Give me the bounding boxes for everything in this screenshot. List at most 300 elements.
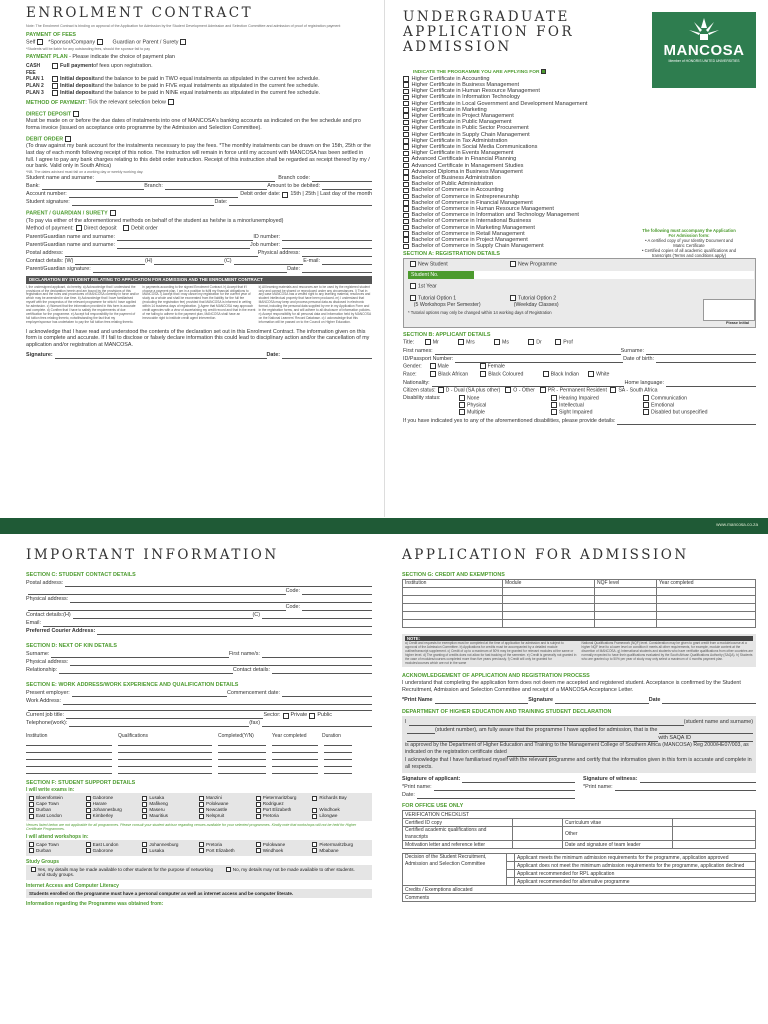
venue-option[interactable] [199,848,252,854]
credit-cell[interactable] [503,588,595,596]
qualification-input[interactable] [324,740,352,746]
race-indian-checkbox[interactable] [543,371,549,377]
decision-row: Applicant recommended for alternative programme [403,878,756,886]
qualification-input[interactable] [26,747,112,753]
venue-label: Harare [92,801,107,806]
venue-checkbox[interactable] [199,808,204,813]
credit-cell[interactable] [403,620,503,628]
disability-details-input[interactable] [617,419,756,425]
ack-heading: ACKNOWLEDGEMENT OF APPLICATION AND REGISTRATION PROCESS [402,673,590,680]
debit-text: (To draw against my bank account for the instalments necessary to pay the fees. *The monthly instalments can be drawn on the 15th, 25th or the last day of each month following receipt of this notice. The instruction will remain in force until my account with MANCOSA has been settled in full. I agree to pay any bank charges relating to this debit order instruction. Receipt of this instruction shall be regarded as receipt thereof by my / our bank. Valid only in South Africa) [26,143,371,170]
venue-option[interactable] [142,813,195,819]
first-names-input[interactable] [435,349,621,355]
qualification-input[interactable] [324,768,352,774]
programme-checkbox[interactable] [403,120,409,126]
qualification-input[interactable] [218,740,266,746]
programme-label: Bachelor of Commerce in Entrepreneurship [411,193,520,200]
programme-label: Bachelor of Commerce in Human Resource Management [411,206,554,213]
credit-cell[interactable] [657,596,756,604]
tutorial-1: Tutorial Option 1 (5 Workshops Per Semester) [408,295,481,307]
programme-checkbox[interactable] [403,231,409,237]
credit-cell[interactable] [657,612,756,620]
tutorial-1-checkbox[interactable] [410,295,416,301]
dob-input[interactable] [656,357,756,363]
qualification-input[interactable] [118,740,212,746]
venue-label: Manzini [206,795,222,800]
check-cell[interactable] [513,841,563,849]
tel-input[interactable] [69,721,249,727]
field-row: First names: Surname: [403,347,756,355]
programme-checkbox[interactable] [403,188,409,194]
private-checkbox[interactable] [283,713,289,719]
qualification-input[interactable] [272,747,318,753]
programme-checkbox[interactable] [403,138,409,144]
programme-checkbox[interactable] [403,169,409,175]
venue-label: Windhoek [262,847,284,853]
credit-cell[interactable] [503,620,595,628]
credits-row: Credits / Exemptions allocated [403,886,756,894]
home-language-input[interactable] [666,381,756,387]
parent-signature-input[interactable] [93,267,287,273]
check-cell[interactable] [673,841,756,849]
check-cell[interactable] [673,819,756,827]
enrolment-date-input[interactable] [282,353,372,359]
qualification-input[interactable] [272,754,318,760]
venue-option[interactable] [86,813,139,819]
plan-checkbox[interactable] [52,83,58,89]
credit-cell[interactable] [657,604,756,612]
courier-input[interactable] [97,629,372,635]
physical-input[interactable] [70,597,372,603]
venue-checkbox[interactable] [142,842,147,847]
programme-checkbox[interactable] [403,200,409,206]
title-mrs-checkbox[interactable] [458,339,464,345]
credit-cell[interactable] [403,588,503,596]
decision-check[interactable] [507,854,515,862]
venue-checkbox[interactable] [86,802,91,807]
venue-label: Newcastle [206,807,228,812]
decision-check[interactable] [507,878,515,886]
parent-direct-checkbox[interactable] [76,225,82,231]
registration-box [403,258,756,328]
venue-label: Johannesburg [149,841,179,847]
disab-physical-checkbox[interactable] [459,402,465,408]
programme-checkbox[interactable] [403,126,409,132]
plan-row: CASH FEE Full payment of fees upon registration. [26,62,153,76]
venue-checkbox[interactable] [86,842,91,847]
field-row: Surname: First name/s: [26,650,372,658]
venue-label: Durban [36,807,52,812]
applicant-signature-input[interactable] [462,777,575,783]
venue-checkbox[interactable] [256,796,261,801]
programme-checkbox[interactable] [403,95,409,101]
disab-communication-checkbox[interactable] [643,395,649,401]
qualification-input[interactable] [118,761,212,767]
debit-date-checkbox[interactable] [282,192,288,198]
race-white-checkbox[interactable] [588,371,594,377]
qualification-input[interactable] [118,747,212,753]
contact-c-input[interactable] [262,613,372,619]
programme-checkbox[interactable] [403,175,409,181]
direct-deposit-heading: DIRECT DEPOSIT [26,111,372,118]
dhet-number-input[interactable] [407,728,435,734]
credit-cell[interactable] [503,604,595,612]
venue-label: Kimberley [92,813,114,818]
credit-header-row [403,580,756,588]
field-row: Telephone(work): (fax) [26,719,372,727]
qualification-input[interactable] [218,768,266,774]
kin-surname-input[interactable] [51,652,228,658]
programme-checkbox[interactable] [403,237,409,243]
qualification-input[interactable] [272,761,318,767]
surname-input[interactable] [646,349,756,355]
venue-checkbox[interactable] [29,814,34,819]
venue-option[interactable] [29,848,82,854]
postal-code-input[interactable] [302,589,372,595]
kin-first-names-input[interactable] [262,652,372,658]
qualification-input[interactable] [118,768,212,774]
student-no-input[interactable] [474,271,754,279]
check-cell[interactable] [513,827,563,841]
programme-checkbox[interactable] [403,219,409,225]
programme-label: Bachelor of Public Administration [411,181,494,188]
venue-checkbox[interactable] [142,808,147,813]
ack-text: I understand that completing the application form does not deem me accepted and registered student. Acceptance is confirmed by the Student Recruitment, Admission and Selection Committee and receipt of a MANCOSA Acceptance Letter. [402,680,741,694]
applicant-details [403,339,756,424]
programme-checkbox[interactable] [403,244,409,250]
internet-text: Students enrolled on the programme must have a personal computer as well as internet access and be computer literate. [26,889,372,898]
programme-checkbox[interactable] [403,144,409,150]
postal-input[interactable] [65,581,372,587]
title-mr-checkbox[interactable] [425,339,431,345]
credit-cell[interactable] [657,588,756,596]
venue-checkbox[interactable] [256,848,261,853]
qualification-input[interactable] [324,754,352,760]
workshop-venue-grid [26,840,372,856]
venue-checkbox[interactable] [29,802,34,807]
venue-checkbox[interactable] [142,814,147,819]
applicant-date-input[interactable] [417,793,575,799]
qualification-input[interactable] [118,754,212,760]
citizen-d-checkbox[interactable] [438,387,444,393]
qualification-input[interactable] [26,740,112,746]
student-date-input[interactable] [229,200,372,206]
qualification-input[interactable] [324,761,352,767]
ack-signature-input[interactable] [555,698,649,704]
programme-checkbox[interactable] [403,76,409,82]
programme-checkbox[interactable] [403,101,409,107]
kin-physical-input[interactable] [70,660,372,666]
sponsor-checkbox[interactable] [97,39,103,45]
plan-checkbox[interactable] [52,76,58,82]
disab-none-checkbox[interactable] [459,395,465,401]
venue-checkbox[interactable] [142,848,147,853]
groups-yes-checkbox[interactable] [31,867,36,872]
ack-print-name-input[interactable] [435,698,529,704]
venue-option[interactable] [256,848,309,854]
parent-date-input[interactable] [302,267,372,273]
kin-fields [26,650,372,674]
credit-cell[interactable] [403,596,503,604]
credit-cell[interactable] [503,612,595,620]
qualification-input[interactable] [218,747,266,753]
employer-input[interactable] [72,691,227,697]
decision-check[interactable] [507,862,515,870]
venue-label: Port Elizabeth [206,847,235,853]
contact-h-input[interactable] [73,613,253,619]
venue-checkbox[interactable] [312,814,317,819]
venue-checkbox[interactable] [199,848,204,853]
programme-label: Higher Certificate in Business Management [411,81,520,88]
venue-checkbox[interactable] [29,848,34,853]
commencement-input[interactable] [282,691,372,697]
venue-checkbox[interactable] [29,842,34,847]
checklist-table [402,810,756,849]
ack-date-input[interactable] [662,698,756,704]
first-year-checkbox[interactable] [410,283,416,289]
programme-checkbox[interactable] [403,151,409,157]
witness-print-input[interactable] [615,785,756,791]
programme-label: Bachelor of Commerce in Accounting [411,187,504,194]
venue-option[interactable] [312,848,365,854]
programme-checkbox[interactable] [403,132,409,138]
direct-deposit-checkbox[interactable] [73,111,79,117]
decision-check[interactable] [507,870,515,878]
venue-label: Pretoria [262,813,279,818]
programme-checkbox[interactable] [403,113,409,119]
venue-checkbox[interactable] [86,848,91,853]
programme-checkbox[interactable] [403,194,409,200]
title-ms-checkbox[interactable] [494,339,500,345]
venue-checkbox[interactable] [86,814,91,819]
parent-debit-checkbox[interactable] [123,225,129,231]
credit-cell[interactable] [595,604,657,612]
decision-row: Decision of the Student Recruitment, Admission and Selection Committee Applicant meets the minimum admission requirements for the programme, application approved [403,854,756,862]
field-row: Current job title: Sector: Private Public [26,712,332,718]
credit-cell[interactable] [595,596,657,604]
debit-note: *NB. The dates advised must fall on a working day or weekly working day. [26,169,144,174]
dhet-line: with SAQA ID [405,734,753,742]
credit-cell[interactable] [595,588,657,596]
venue-checkbox[interactable] [29,796,34,801]
fax-input[interactable] [262,721,372,727]
venue-checkbox[interactable] [256,842,261,847]
qualification-input[interactable] [218,761,266,767]
citizen-sa-checkbox[interactable] [610,387,616,393]
venue-checkbox[interactable] [199,842,204,847]
job-title-input[interactable] [66,713,263,719]
disab-unspecified-checkbox[interactable] [643,409,649,415]
venue-label: Lusaka [149,795,165,800]
check-cell[interactable] [513,819,563,827]
initial-box[interactable] [703,299,755,321]
qualification-input[interactable] [26,754,112,760]
venue-label: Durban [36,847,52,853]
credit-cell[interactable] [403,612,503,620]
credit-cell[interactable] [595,612,657,620]
parent-h-input[interactable] [154,259,224,265]
parent-name-input[interactable] [117,235,253,241]
parent-email-input[interactable] [322,259,372,265]
venue-checkbox[interactable] [312,808,317,813]
new-programme-checkbox[interactable] [510,261,516,267]
programme-checkbox[interactable] [403,163,409,169]
programme-label: Higher Certificate in Information Technology [411,94,520,101]
guardian-checkbox[interactable] [180,39,186,45]
dhet-date-input[interactable] [507,751,557,757]
parent-name2-input[interactable] [117,243,250,249]
programme-checkbox[interactable] [403,206,409,212]
tutorial-2-checkbox[interactable] [510,295,516,301]
sig-row: Date: [402,791,575,799]
parent-id-input[interactable] [282,235,372,241]
venue-checkbox[interactable] [142,802,147,807]
note-right: National Qualifications Framework (NQF) level. Consideration may be given to grant credit from a module/course at a higher NQF level to a lower level on condition it meets all other requirements, for example, module content at the discretion of MANCOSA. g) International students and students who have verifiable qualifications from other countries are normally expected to have their qualifications evaluated by the South African Qualifications Authority (SAQA). h) Students who are granted up to 50% per year of study may only select a maximum of 4 months payment plan. [581,641,754,661]
credit-cell[interactable] [403,604,503,612]
citizen-o-checkbox[interactable] [505,387,511,393]
nationality-input[interactable] [432,381,625,387]
venue-option[interactable] [29,813,82,819]
qualification-input[interactable] [26,768,112,774]
venue-checkbox[interactable] [256,802,261,807]
qualification-input[interactable] [324,747,352,753]
applicant-print-input[interactable] [434,785,575,791]
programme-checkbox[interactable] [403,213,409,219]
venue-checkbox[interactable] [199,796,204,801]
field-row: Postal address: [26,579,372,587]
student-no-label: Student No. [408,271,474,279]
declaration-columns [26,286,372,325]
plan-checkbox[interactable] [52,63,58,69]
disab-multiple-checkbox[interactable] [459,409,465,415]
col-module: Module [503,580,595,588]
venue-checkbox[interactable] [312,796,317,801]
verification-header: VERIFICATION CHECKLIST [403,811,756,819]
groups-no-checkbox[interactable] [226,867,231,872]
race-black-african-checkbox[interactable] [430,371,436,377]
section-g-heading: SECTION G: CREDIT AND EXEMPTIONS [402,572,505,578]
witness-signature-input[interactable] [640,777,756,783]
programme-label: Higher Certificate in Social Media Communications [411,144,538,150]
branch-code-input[interactable] [312,176,372,182]
credit-row [403,620,756,628]
student-name-input[interactable] [96,176,275,182]
female-checkbox[interactable] [480,363,486,369]
venue-option[interactable] [199,813,252,819]
race-row: Race: Black African Black Coloured Black Indian White [403,371,610,378]
field-row: Preferred Courier Address: [26,627,372,635]
kin-contact-input[interactable] [272,668,372,674]
col-institution: Institution [403,580,503,588]
programme-checkbox[interactable] [403,89,409,95]
credit-cell[interactable] [595,620,657,628]
programme-label: Bachelor of Commerce in Project Management [411,237,528,244]
enrolment-signature-input[interactable] [55,353,267,359]
exam-venue-grid [26,793,372,821]
parent-checkbox[interactable] [110,210,116,216]
venue-checkbox[interactable] [86,808,91,813]
credit-cell[interactable] [503,596,595,604]
venue-option[interactable] [142,848,195,854]
sig-row: Signature of witness: [583,775,756,783]
programme-checkbox[interactable] [403,107,409,113]
programme-checkbox[interactable] [403,225,409,231]
plan-checkbox[interactable] [52,90,58,96]
exam-note: Venues listed below are not applicable for all programmes. Please consult your student advisor regarding venues available for your selected programmes. Kindly note that workshops will not be held for Higher Certificate Programmes. [26,823,357,832]
credit-cell[interactable] [657,620,756,628]
programme-checkbox[interactable] [403,182,409,188]
male-checkbox[interactable] [430,363,436,369]
field-row: Nationality: Home language: [403,379,756,387]
disab-emotional-checkbox[interactable] [643,402,649,408]
qualification-input[interactable] [272,740,318,746]
student-signature-input[interactable] [72,200,215,206]
credit-row [403,612,756,620]
programme-checkbox[interactable] [403,157,409,163]
title-dr-checkbox[interactable] [528,339,534,345]
venue-label: Mafikeng [149,801,168,806]
enrolment-title: ENROLMENT CONTRACT [26,5,254,21]
citizen-pr-checkbox[interactable] [540,387,546,393]
public-checkbox[interactable] [309,713,315,719]
race-coloured-checkbox[interactable] [480,371,486,377]
qualification-input[interactable] [218,754,266,760]
mancosa-logo [652,12,756,88]
disab-hearing-checkbox[interactable] [551,395,557,401]
green-divider-bar [0,518,768,534]
dhet-line: (student number), am fully aware that the programme I have applied for admission, that is the [405,726,753,734]
kin-relationship-input[interactable] [59,668,233,674]
ack-sign-row: *Print Name Signature Date [402,696,756,704]
venue-checkbox[interactable] [86,796,91,801]
venue-checkbox[interactable] [256,814,261,819]
qualification-input[interactable] [272,768,318,774]
title-prof-checkbox[interactable] [555,339,561,345]
venue-option[interactable] [256,813,309,819]
col-nqf: NQF level [595,580,657,588]
programme-label: Higher Certificate in Supply Chain Management [411,131,530,138]
qualification-input[interactable] [26,761,112,767]
venue-checkbox[interactable] [199,802,204,807]
venue-checkbox[interactable] [312,842,317,847]
new-programme: New Programme [508,261,557,267]
check-cell[interactable] [673,827,756,841]
venue-checkbox[interactable] [312,848,317,853]
venue-checkbox[interactable] [256,808,261,813]
study-groups-box: Yes, my details may be made available to other students for the purpose of networking and study groups. No, my details may not be made available to other students. [26,865,372,880]
new-student-checkbox[interactable] [410,261,416,267]
venue-checkbox[interactable] [199,814,204,819]
venue-checkbox[interactable] [142,796,147,801]
venue-label: Port Elizabeth [262,807,292,812]
venue-checkbox[interactable] [29,808,34,813]
venue-label: Richards Bay [319,795,347,800]
disab-intellectual-checkbox[interactable] [551,402,557,408]
important-information-page [0,534,384,1024]
method-checkbox[interactable] [168,99,174,105]
account-number-input[interactable] [69,192,238,198]
disab-sight-checkbox[interactable] [551,409,557,415]
debit-order-checkbox[interactable] [65,136,71,142]
venue-option[interactable] [312,813,365,819]
physical-code-input[interactable] [302,605,372,611]
qualification-row [26,767,372,774]
programme-label: Higher Certificate in Human Resource Management [411,88,540,95]
self-checkbox[interactable] [37,39,43,45]
venue-option[interactable] [86,848,139,854]
logo-subtext: Member of HONORIS UNITED UNIVERSITIES [668,59,740,63]
programme-checkbox[interactable] [403,82,409,88]
